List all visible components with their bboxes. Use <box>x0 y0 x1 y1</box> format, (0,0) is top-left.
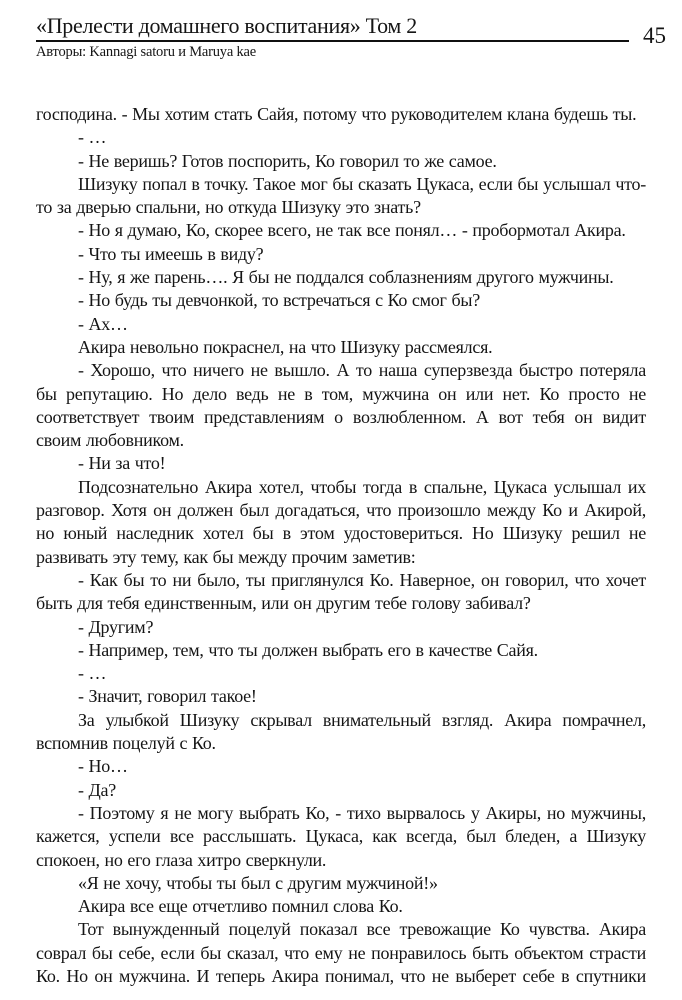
paragraph: Подсознательно Акира хотел, чтобы тогда в спальне, Цукаса услышал их разговор. Хотя он должен был догадаться, что произошло между Ко и Акирой, но юный наследник хотел бы в этом удостовериться. Но Шизуку решил не развивать эту тему, как бы между прочим заметив: <box>36 476 646 567</box>
paragraph: - Ах… <box>78 313 128 334</box>
paragraph: Тот вынужденный поцелуй показал все тревожащие Ко чувства. Акира соврал бы себе, если бы сказал, что ему не понравилось быть объектом страсти Ко. Но он мужчина. И теперь Акира понимал, что не выберет себе в спутники <box>36 919 646 986</box>
paragraph: - Другим? <box>78 616 154 637</box>
paragraph: - Как бы то ни было, ты приглянулся Ко. Наверное, он говорил, что хочет быть для тебя единственным, или он другим тебе голову забивал? <box>36 569 646 614</box>
paragraph: - Но будь ты девчонкой, то встречаться с Ко смог бы? <box>78 290 480 311</box>
paragraph: - Но… <box>78 756 128 777</box>
paragraph: - Ни за что! <box>78 453 166 474</box>
paragraph: - … <box>78 127 107 148</box>
paragraph: - Да? <box>78 779 117 800</box>
authors-line: Авторы: Kannagi satoru и Maruya kae <box>36 44 257 60</box>
paragraph: - Значит, говорил такое! <box>78 686 257 707</box>
paragraph: - Поэтому я не могу выбрать Ко, - тихо вырвалось у Акиры, но мужчины, кажется, успели все расслышать. Цукаса, как всегда, был бледен, а Шизуку спокоен, но его глаза хитро сверкнули. <box>36 802 646 870</box>
paragraph: - … <box>78 663 107 684</box>
paragraph: За улыбкой Шизуку скрывал внимательный взгляд. Акира помрачнел, вспомнив поцелуй с Ко. <box>36 709 646 754</box>
paragraph: - Хорошо, что ничего не вышло. А то наша суперзвезда быстро потеряла бы репутацию. Но дело ведь не в том, мужчина он или нет. Ко просто не соответствует твоим представлениям о возлюбленном. А вот тебя он видит своим любовником. <box>36 360 646 451</box>
page-header <box>36 14 668 61</box>
paragraph: Шизуку попал в точку. Такое мог бы сказать Цукаса, если бы услышал что-то за дверью спальни, но откуда Шизуку это знать? <box>36 173 646 218</box>
paragraph: - Но я думаю, Ко, скорее всего, не так все понял… - пробормотал Акира. <box>78 220 626 241</box>
title-underline <box>36 14 629 42</box>
paragraph: - Не веришь? Готов поспорить, Ко говорил то же самое. <box>78 150 497 171</box>
paragraph: - Ну, я же парень…. Я бы не поддался соблазнениям другого мужчины. <box>78 267 614 288</box>
page-number: 45 <box>643 23 666 48</box>
paragraph: - Что ты имеешь в виду? <box>78 243 264 264</box>
page-text <box>36 103 646 988</box>
paragraph: Акира невольно покраснел, на что Шизуку рассмеялся. <box>78 336 493 357</box>
header-row <box>36 13 668 48</box>
book-title: «Прелести домашнего воспитания» Том 2 <box>36 13 417 38</box>
paragraph: «Я не хочу, чтобы ты был с другим мужчиной!» <box>78 872 438 893</box>
paragraph: господина. - Мы хотим стать Сайя, потому что руководителем клана будешь ты. <box>36 104 637 124</box>
paragraph: Акира все еще отчетливо помнил слова Ко. <box>78 896 403 917</box>
paragraph: - Например, тем, что ты должен выбрать его в качестве Сайя. <box>78 639 538 660</box>
